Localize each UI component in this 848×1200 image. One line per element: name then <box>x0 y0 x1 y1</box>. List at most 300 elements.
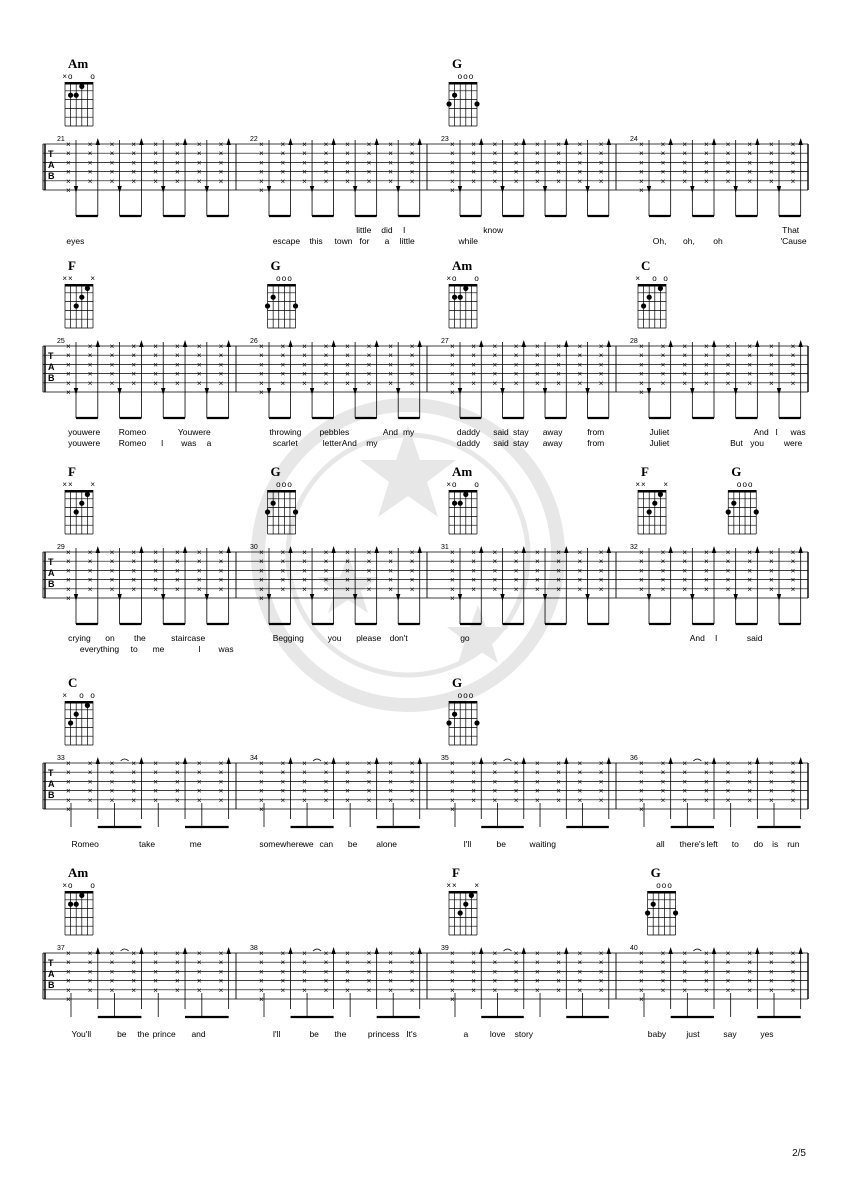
string-mark: × <box>366 158 372 168</box>
string-mark: × <box>513 342 519 351</box>
string-mark: × <box>87 342 93 351</box>
strum-arrow <box>712 947 716 954</box>
string-mark: × <box>704 768 709 778</box>
string-mark: × <box>682 360 688 370</box>
string-mark: × <box>153 360 158 370</box>
string-mark: × <box>513 369 519 379</box>
string-mark: × <box>388 786 393 796</box>
strum-arrow <box>288 138 292 145</box>
string-mark: × <box>790 777 796 787</box>
string-mark: × <box>747 548 753 557</box>
string-mark: × <box>598 985 604 995</box>
string-mark: × <box>682 584 688 594</box>
lyric-word: I'll <box>272 1029 281 1039</box>
strum-arrow <box>183 757 187 764</box>
open-string-mark: o <box>667 881 672 890</box>
string-mark: × <box>175 167 180 177</box>
string-mark: × <box>323 786 329 796</box>
string-mark: × <box>345 369 350 379</box>
string-mark: × <box>450 805 455 814</box>
string-mark: × <box>66 176 71 186</box>
string-mark: × <box>577 167 583 177</box>
strum-arrow <box>331 138 335 145</box>
string-mark: × <box>492 342 498 351</box>
measure-21 <box>57 136 231 216</box>
lyric-word: to <box>130 644 138 654</box>
string-mark: × <box>280 149 286 159</box>
string-mark: × <box>747 958 753 968</box>
lyric-word: for <box>359 236 370 246</box>
strum-arrow <box>543 388 547 395</box>
tab-clef-letter: A <box>48 779 55 789</box>
string-mark: × <box>175 967 180 977</box>
string-mark: × <box>769 795 774 805</box>
string-mark: × <box>747 759 753 768</box>
strum-arrow <box>288 340 292 347</box>
string-mark: × <box>535 584 540 594</box>
string-mark: × <box>639 378 644 388</box>
chord-name: G <box>452 56 463 71</box>
string-mark: × <box>513 777 519 787</box>
muted-string-mark: × <box>452 881 457 890</box>
measure-36 <box>630 755 803 827</box>
lyric-word: say <box>723 1029 737 1039</box>
string-mark: × <box>87 176 93 186</box>
string-mark: × <box>747 176 753 186</box>
lyric-word: know <box>483 225 504 235</box>
string-mark: × <box>639 759 644 768</box>
lyric-word: we <box>302 839 314 849</box>
string-mark: × <box>302 360 307 370</box>
string-mark: × <box>323 140 329 149</box>
string-mark: × <box>388 369 393 379</box>
string-mark: × <box>218 548 224 557</box>
string-mark: × <box>450 958 455 968</box>
string-mark: × <box>747 949 753 958</box>
string-mark: × <box>87 575 93 585</box>
string-mark: × <box>769 158 774 168</box>
string-mark: × <box>535 976 540 986</box>
lyric-word: the <box>137 1029 150 1039</box>
strum-arrow <box>288 947 292 954</box>
chord-name: Am <box>68 56 89 71</box>
lyric-word: there's <box>679 839 705 849</box>
strum-arrow <box>267 186 271 193</box>
string-mark: × <box>409 548 415 557</box>
string-mark: × <box>345 958 350 968</box>
string-mark: × <box>450 777 455 787</box>
string-mark: × <box>66 995 71 1004</box>
chord-nut <box>648 891 676 894</box>
finger-dot <box>74 93 79 98</box>
lyric-word: Juliet <box>649 427 670 437</box>
strum-arrow <box>310 186 314 193</box>
finger-dot <box>469 893 474 898</box>
string-mark: × <box>388 167 393 177</box>
string-mark: × <box>366 777 372 787</box>
string-mark: × <box>704 949 709 958</box>
open-string-mark: o <box>79 691 84 700</box>
string-mark: × <box>639 795 644 805</box>
string-mark: × <box>682 158 688 168</box>
strum-arrow <box>183 340 187 347</box>
string-mark: × <box>259 548 264 557</box>
string-mark: × <box>218 575 224 585</box>
open-string-mark: o <box>457 691 463 700</box>
string-mark: × <box>725 949 731 958</box>
string-mark: × <box>556 557 561 567</box>
string-mark: × <box>323 976 329 986</box>
strum-arrow <box>564 138 568 145</box>
string-mark: × <box>577 557 583 567</box>
string-mark: × <box>218 369 224 379</box>
string-mark: × <box>639 186 644 195</box>
string-mark: × <box>131 976 137 986</box>
string-mark: × <box>259 584 264 594</box>
string-mark: × <box>366 985 372 995</box>
finger-dot <box>79 295 84 300</box>
string-mark: × <box>450 557 455 567</box>
string-mark: × <box>323 369 329 379</box>
lyric-word: Oh, <box>652 236 667 246</box>
chord-diagram-g <box>446 56 479 126</box>
string-mark: × <box>660 378 666 388</box>
string-mark: × <box>175 949 180 958</box>
lyric-word: alone <box>376 839 398 849</box>
string-mark: × <box>660 360 666 370</box>
string-mark: × <box>513 140 519 149</box>
finger-dot <box>645 910 650 915</box>
string-mark: × <box>556 985 561 995</box>
string-mark: × <box>725 777 731 787</box>
string-mark: × <box>747 985 753 995</box>
strum-arrow <box>777 186 781 193</box>
lyric-word: you <box>327 633 342 643</box>
measure-number: 35 <box>441 755 449 762</box>
measure-number: 22 <box>250 136 258 143</box>
strum-arrow <box>668 138 672 145</box>
string-mark: × <box>302 369 307 379</box>
muted-string-mark: × <box>446 881 452 890</box>
lyric-word: did <box>381 225 393 235</box>
string-mark: × <box>218 958 224 968</box>
open-string-mark: o <box>663 274 668 283</box>
string-mark: × <box>175 378 180 388</box>
muted-string-mark: × <box>62 881 68 890</box>
string-mark: × <box>747 351 753 361</box>
finger-dot <box>74 902 79 907</box>
string-mark: × <box>409 557 415 567</box>
finger-dot <box>293 509 298 514</box>
lyric-word: this <box>309 236 323 246</box>
string-mark: × <box>471 342 476 351</box>
chord-diagram-f <box>635 464 668 534</box>
lyric-word: you <box>750 438 764 448</box>
string-mark: × <box>660 575 666 585</box>
string-mark: × <box>196 976 202 986</box>
string-mark: × <box>87 976 93 986</box>
strum-arrow <box>117 388 121 395</box>
string-mark: × <box>535 768 540 778</box>
string-mark: × <box>725 575 731 585</box>
string-mark: × <box>535 967 540 977</box>
string-mark: × <box>280 768 286 778</box>
string-mark: × <box>259 149 264 159</box>
string-mark: × <box>66 369 71 379</box>
string-mark: × <box>450 976 455 986</box>
strum-arrow <box>288 546 292 553</box>
string-mark: × <box>556 149 561 159</box>
strum-arrow <box>522 757 526 764</box>
string-mark: × <box>598 351 604 361</box>
string-mark: × <box>513 958 519 968</box>
string-mark: × <box>535 140 540 149</box>
strum-arrow <box>479 757 483 764</box>
string-mark: × <box>196 566 202 576</box>
string-mark: × <box>535 575 540 585</box>
string-mark: × <box>109 985 115 995</box>
string-mark: × <box>196 777 202 787</box>
string-mark: × <box>556 369 561 379</box>
muted-string-mark: × <box>635 480 641 489</box>
lyric-word: can <box>319 839 334 849</box>
string-mark: × <box>769 557 774 567</box>
string-mark: × <box>409 759 415 768</box>
strum-arrow <box>690 388 694 395</box>
strum-arrow <box>798 757 802 764</box>
string-mark: × <box>682 548 688 557</box>
strum-arrow <box>500 388 504 395</box>
string-mark: × <box>153 167 158 177</box>
string-mark: × <box>450 351 455 361</box>
string-mark: × <box>175 158 180 168</box>
string-mark: × <box>131 786 137 796</box>
string-mark: × <box>259 594 264 603</box>
strum-arrow <box>117 186 121 193</box>
measure-number: 34 <box>250 755 258 762</box>
string-mark: × <box>409 342 415 351</box>
lyric-word: I <box>198 644 201 654</box>
lyric-word: And <box>689 633 705 643</box>
finger-dot <box>463 492 468 497</box>
finger-dot <box>452 93 457 98</box>
string-mark: × <box>660 548 666 557</box>
string-mark: × <box>175 958 180 968</box>
lyric-word: And <box>382 427 399 437</box>
string-mark: × <box>218 967 224 977</box>
strum-arrow <box>798 138 802 145</box>
lyric-word: princess <box>367 1029 400 1039</box>
finger-dot <box>647 509 652 514</box>
lyric-word: be <box>347 839 358 849</box>
string-mark: × <box>409 777 415 787</box>
strum-arrow <box>310 388 314 395</box>
string-mark: × <box>598 176 604 186</box>
strum-arrow <box>543 594 547 601</box>
open-string-mark: o <box>748 480 753 489</box>
measure-38 <box>250 945 422 1017</box>
string-mark: × <box>769 985 774 995</box>
string-mark: × <box>492 369 498 379</box>
string-mark: × <box>366 976 372 986</box>
string-mark: × <box>196 958 202 968</box>
string-mark: × <box>660 557 666 567</box>
string-mark: × <box>598 958 604 968</box>
string-mark: × <box>471 759 476 768</box>
string-mark: × <box>66 360 71 370</box>
string-mark: × <box>218 584 224 594</box>
string-mark: × <box>513 768 519 778</box>
string-mark: × <box>66 378 71 388</box>
string-mark: × <box>302 378 307 388</box>
string-mark: × <box>366 958 372 968</box>
string-mark: × <box>131 949 137 958</box>
string-mark: × <box>366 566 372 576</box>
string-mark: × <box>280 176 286 186</box>
string-mark: × <box>175 140 180 149</box>
string-mark: × <box>259 958 264 968</box>
measure-number: 28 <box>630 338 638 345</box>
string-mark: × <box>196 985 202 995</box>
string-mark: × <box>471 351 476 361</box>
finger-dot <box>452 295 457 300</box>
string-mark: × <box>577 759 583 768</box>
string-mark: × <box>598 369 604 379</box>
string-mark: × <box>747 976 753 986</box>
string-mark: × <box>218 557 224 567</box>
string-mark: × <box>109 768 115 778</box>
strum-arrow <box>139 138 143 145</box>
finger-dot <box>463 902 468 907</box>
string-mark: × <box>218 976 224 986</box>
string-mark: × <box>87 566 93 576</box>
string-mark: × <box>345 575 350 585</box>
tie-mark <box>693 949 701 951</box>
string-mark: × <box>87 378 93 388</box>
string-mark: × <box>513 575 519 585</box>
string-mark: × <box>153 351 158 361</box>
open-string-mark: o <box>281 274 287 283</box>
open-string-mark: o <box>287 480 292 489</box>
finger-dot <box>68 720 73 725</box>
lyric-word: from <box>587 438 605 448</box>
strum-arrow <box>607 947 611 954</box>
strum-arrow <box>607 546 611 553</box>
string-mark: × <box>280 786 286 796</box>
page-number: 2/5 <box>792 1148 806 1159</box>
string-mark: × <box>747 369 753 379</box>
tie-mark <box>121 949 129 951</box>
finger-dot <box>85 703 90 708</box>
open-string-mark: o <box>463 72 468 81</box>
string-mark: × <box>345 985 350 995</box>
string-mark: × <box>153 967 158 977</box>
string-mark: × <box>131 158 137 168</box>
measure-30 <box>250 544 422 624</box>
strum-arrow <box>353 186 357 193</box>
measure-23 <box>441 136 611 216</box>
string-mark: × <box>131 548 137 557</box>
chord-nut <box>268 490 296 493</box>
string-mark: × <box>556 958 561 968</box>
string-mark: × <box>109 759 115 768</box>
string-mark: × <box>747 967 753 977</box>
muted-string-mark: × <box>635 274 641 283</box>
string-mark: × <box>556 768 561 778</box>
chord-name: F <box>641 464 649 479</box>
string-mark: × <box>302 958 307 968</box>
lyric-word: waiting <box>529 839 556 849</box>
lyric-word: away <box>542 427 563 437</box>
measure-number: 25 <box>57 338 65 345</box>
muted-string-mark: × <box>90 480 96 489</box>
lyric-word: escape <box>272 236 301 246</box>
string-mark: × <box>535 369 540 379</box>
string-mark: × <box>577 369 583 379</box>
open-string-mark: o <box>661 881 667 890</box>
tie-mark <box>313 759 321 761</box>
strum-arrow <box>74 388 78 395</box>
chord-nut <box>65 891 93 894</box>
strum-arrow <box>96 546 100 553</box>
string-mark: × <box>345 557 350 567</box>
string-mark: × <box>556 342 561 351</box>
tab-clef-letter: A <box>48 160 55 170</box>
string-mark: × <box>175 795 180 805</box>
measure-number: 36 <box>630 755 638 762</box>
string-mark: × <box>388 777 393 787</box>
string-mark: × <box>302 351 307 361</box>
finger-dot <box>446 101 451 106</box>
string-mark: × <box>450 584 455 594</box>
string-mark: × <box>409 584 415 594</box>
string-mark: × <box>409 985 415 995</box>
string-mark: × <box>704 176 709 186</box>
measure-number: 26 <box>250 338 258 345</box>
lyric-word: was <box>181 438 197 448</box>
string-mark: × <box>345 140 350 149</box>
string-mark: × <box>409 369 415 379</box>
open-string-mark: o <box>90 72 95 81</box>
string-mark: × <box>388 575 393 585</box>
string-mark: × <box>769 584 774 594</box>
string-mark: × <box>87 557 93 567</box>
chord-diagram-g <box>265 258 298 328</box>
strum-arrow <box>607 757 611 764</box>
string-mark: × <box>323 548 329 557</box>
string-mark: × <box>280 985 286 995</box>
string-mark: × <box>577 360 583 370</box>
tab-clef-letter: A <box>48 568 55 578</box>
string-mark: × <box>259 985 264 995</box>
lyric-word: to <box>731 839 739 849</box>
string-mark: × <box>409 140 415 149</box>
string-mark: × <box>196 768 202 778</box>
string-mark: × <box>450 388 455 397</box>
string-mark: × <box>725 369 731 379</box>
tab-system-5 <box>43 865 808 1039</box>
string-mark: × <box>323 958 329 968</box>
muted-string-mark: × <box>62 72 68 81</box>
strum-arrow <box>607 340 611 347</box>
string-mark: × <box>725 768 731 778</box>
string-mark: × <box>704 167 709 177</box>
string-mark: × <box>790 167 796 177</box>
string-mark: × <box>153 378 158 388</box>
string-mark: × <box>598 360 604 370</box>
string-mark: × <box>556 360 561 370</box>
lyric-word: run <box>787 839 800 849</box>
